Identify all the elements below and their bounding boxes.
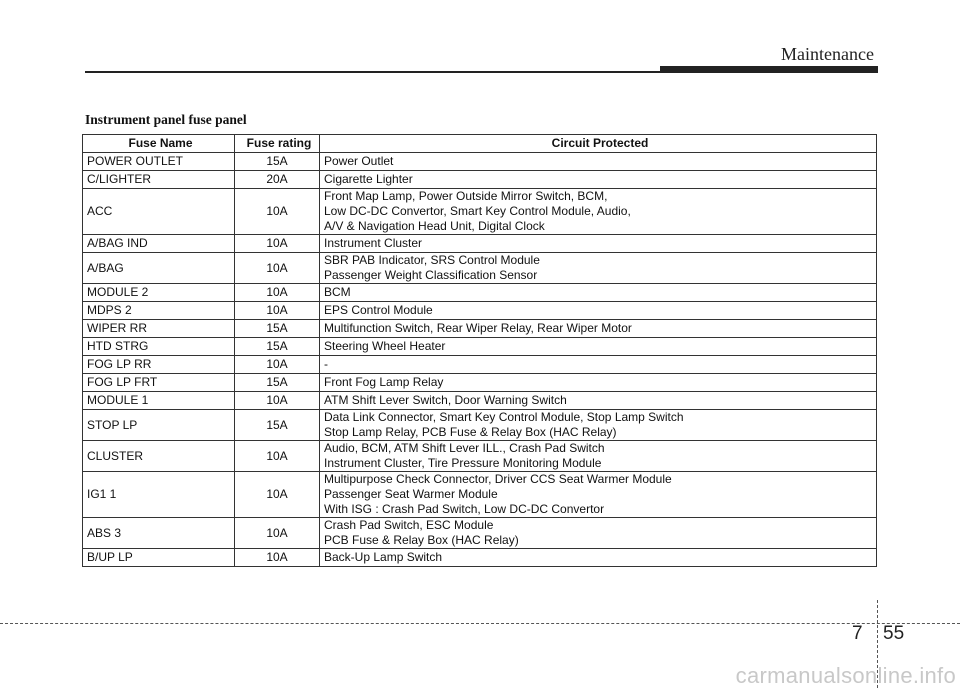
fuse-name-cell: ACC	[83, 189, 235, 235]
circuit-protected-cell	[320, 392, 877, 410]
circuit-protected-cell	[320, 253, 877, 284]
fuse-name-cell: MDPS 2	[83, 302, 235, 320]
circuit-line: A/V & Navigation Head Unit, Digital Clock	[324, 219, 545, 233]
circuit-line: With ISG : Crash Pad Switch, Low DC-DC Convertor	[324, 502, 605, 516]
table-row	[83, 253, 877, 284]
fuse-name-cell: WIPER RR	[83, 320, 235, 338]
fuse-rating-cell: 15A	[235, 153, 320, 171]
circuit-line: Instrument Cluster	[324, 236, 423, 250]
footer-rule	[0, 623, 960, 624]
circuit-line: Stop Lamp Relay, PCB Fuse & Relay Box (HAC Relay)	[324, 425, 617, 439]
table-row	[83, 374, 877, 392]
table-row	[83, 549, 877, 567]
column-header-circuit-protected: Circuit Protected	[320, 135, 877, 153]
column-header-fuse-rating: Fuse rating	[235, 135, 320, 153]
fuse-rating-cell: 20A	[235, 171, 320, 189]
circuit-line: ATM Shift Lever Switch, Door Warning Switch	[324, 393, 567, 407]
fuse-rating-cell: 10A	[235, 472, 320, 518]
fuse-table-body	[83, 153, 877, 567]
fuse-name-cell: ABS 3	[83, 518, 235, 549]
circuit-protected-cell	[320, 235, 877, 253]
fuse-rating-cell: 10A	[235, 253, 320, 284]
fuse-name-cell: FOG LP FRT	[83, 374, 235, 392]
circuit-line: Instrument Cluster, Tire Pressure Monitoring Module	[324, 456, 602, 470]
circuit-line: BCM	[324, 285, 351, 299]
fuse-rating-cell: 15A	[235, 320, 320, 338]
fuse-rating-cell: 10A	[235, 549, 320, 567]
circuit-line: Data Link Connector, Smart Key Control Module, Stop Lamp Switch	[324, 410, 684, 424]
page-number: 55	[883, 623, 905, 644]
circuit-protected-cell	[320, 549, 877, 567]
table-row	[83, 441, 877, 472]
table-row	[83, 302, 877, 320]
circuit-line: Back-Up Lamp Switch	[324, 550, 443, 564]
circuit-protected-cell	[320, 302, 877, 320]
fuse-name-cell: IG1 1	[83, 472, 235, 518]
fuse-name-cell: FOG LP RR	[83, 356, 235, 374]
watermark: carmanualsonline.info	[735, 663, 956, 688]
fuse-rating-cell: 10A	[235, 518, 320, 549]
circuit-line: Power Outlet	[324, 154, 394, 168]
fuse-rating-cell: 10A	[235, 356, 320, 374]
fuse-rating-cell: 10A	[235, 235, 320, 253]
circuit-protected-cell	[320, 320, 877, 338]
circuit-line: EPS Control Module	[324, 303, 433, 317]
circuit-protected-cell	[320, 518, 877, 549]
fuse-rating-cell: 10A	[235, 302, 320, 320]
chapter-number: 7	[852, 623, 863, 644]
circuit-protected-cell	[320, 472, 877, 518]
fuse-table	[82, 134, 877, 567]
fuse-rating-cell: 10A	[235, 441, 320, 472]
table-row	[83, 338, 877, 356]
circuit-protected-cell	[320, 189, 877, 235]
circuit-line: Multipurpose Check Connector, Driver CCS Seat Warmer Module	[324, 472, 672, 486]
circuit-protected-cell	[320, 374, 877, 392]
fuse-name-cell: B/UP LP	[83, 549, 235, 567]
fuse-name-cell: MODULE 1	[83, 392, 235, 410]
circuit-line: Front Fog Lamp Relay	[324, 375, 444, 389]
circuit-line: PCB Fuse & Relay Box (HAC Relay)	[324, 533, 519, 547]
section-header: Maintenance	[781, 44, 874, 64]
page-title: Instrument panel fuse panel	[85, 112, 247, 127]
table-row	[83, 153, 877, 171]
table-row	[83, 392, 877, 410]
circuit-protected-cell	[320, 410, 877, 441]
table-row	[83, 356, 877, 374]
circuit-protected-cell	[320, 441, 877, 472]
table-row	[83, 284, 877, 302]
table-row	[83, 171, 877, 189]
circuit-line: Passenger Weight Classification Sensor	[324, 268, 538, 282]
fuse-rating-cell: 10A	[235, 189, 320, 235]
circuit-line: Low DC-DC Convertor, Smart Key Control Module, Audio,	[324, 204, 631, 218]
fuse-name-cell: MODULE 2	[83, 284, 235, 302]
circuit-line: Crash Pad Switch, ESC Module	[324, 518, 494, 532]
header-rule-thick	[660, 66, 878, 73]
table-row	[83, 320, 877, 338]
fuse-rating-cell: 10A	[235, 392, 320, 410]
circuit-line: Audio, BCM, ATM Shift Lever ILL., Crash Pad Switch	[324, 441, 605, 455]
table-row	[83, 235, 877, 253]
circuit-line: -	[324, 357, 328, 371]
fuse-rating-cell: 10A	[235, 284, 320, 302]
circuit-line: Cigarette Lighter	[324, 172, 413, 186]
fuse-name-cell: POWER OUTLET	[83, 153, 235, 171]
fuse-rating-cell: 15A	[235, 410, 320, 441]
circuit-protected-cell	[320, 356, 877, 374]
circuit-line: Multifunction Switch, Rear Wiper Relay, Rear Wiper Motor	[324, 321, 632, 335]
table-row	[83, 472, 877, 518]
header-rule-thin	[85, 71, 665, 73]
fuse-rating-cell: 15A	[235, 338, 320, 356]
column-header-fuse-name: Fuse Name	[83, 135, 235, 153]
circuit-protected-cell	[320, 171, 877, 189]
table-row	[83, 410, 877, 441]
circuit-protected-cell	[320, 338, 877, 356]
fuse-rating-cell: 15A	[235, 374, 320, 392]
table-header-row	[83, 135, 877, 153]
fuse-name-cell: CLUSTER	[83, 441, 235, 472]
circuit-line: SBR PAB Indicator, SRS Control Module	[324, 253, 540, 267]
table-row	[83, 189, 877, 235]
table-row	[83, 518, 877, 549]
fuse-name-cell: A/BAG	[83, 253, 235, 284]
fuse-name-cell: HTD STRG	[83, 338, 235, 356]
fuse-name-cell: STOP LP	[83, 410, 235, 441]
circuit-line: Passenger Seat Warmer Module	[324, 487, 498, 501]
fuse-name-cell: A/BAG IND	[83, 235, 235, 253]
circuit-protected-cell	[320, 284, 877, 302]
circuit-line: Steering Wheel Heater	[324, 339, 446, 353]
circuit-line: Front Map Lamp, Power Outside Mirror Switch, BCM,	[324, 189, 608, 203]
fuse-name-cell: C/LIGHTER	[83, 171, 235, 189]
circuit-protected-cell	[320, 153, 877, 171]
